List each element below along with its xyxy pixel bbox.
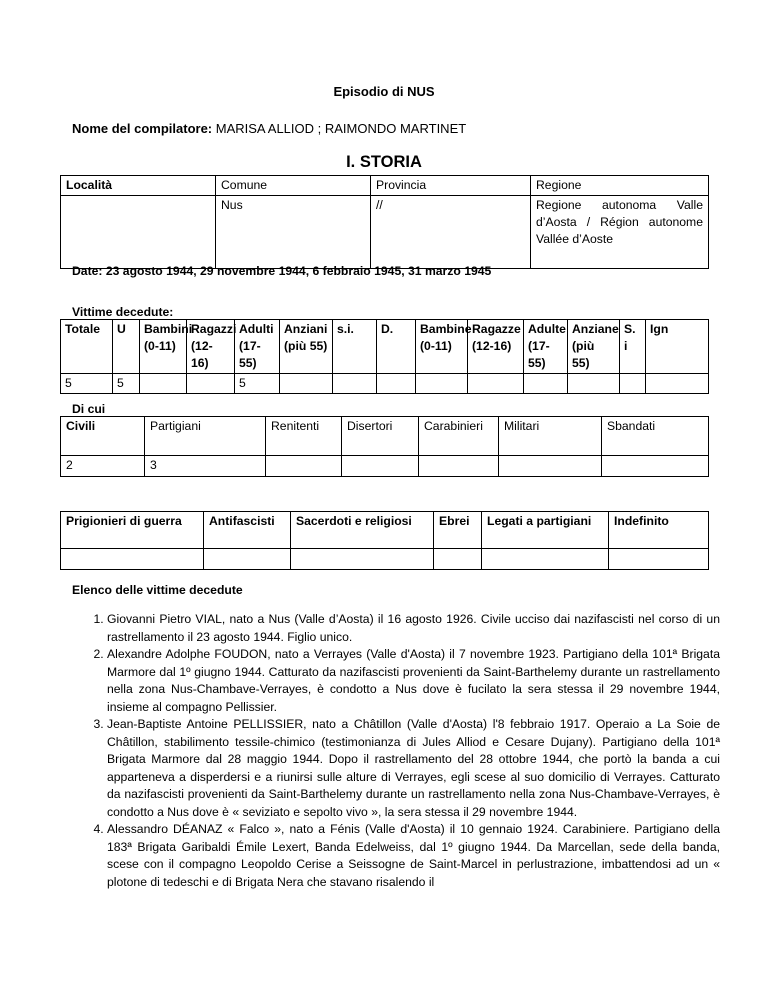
list-item: 2. Alexandre Adolphe FOUDON, nato a Verrayes (Valle d'Aosta) il 7 novembre 1923. Partigiano della 101ª Brigata Marmore dal 1º giugno 1944. Catturato da nazifascisti provenienti da Saint-Barthelemy durante un rastrellamento nella zona Nus-Chambave-Verrayes, è condotto a Nus dove è fucilato la sera stessa il 29 novembre 1944, insieme al compagno Pellissier. (107, 646, 720, 716)
categories-header-carabinieri: Carabinieri (419, 417, 499, 456)
categories-table (60, 416, 709, 477)
victims-label: Vittime decedute: (72, 305, 174, 319)
victims-header-si: s.i. (333, 320, 377, 374)
categories-header-sbandati: Sbandati (602, 417, 709, 456)
list-item: 4. Alessandro DÉANAZ « Falco », nato a Fénis (Valle d'Aosta) il 10 gennaio 1924. Carabiniere. Partigiano della 183ª Brigata Garibaldi Émile Lexert, Banda Edelweiss, dal 1º giugno 1944. Da Marcellan, sede della banda, scese con il compagno Leopoldo Cerise a Seissogne de Saint-Marcel in perlustrazione, imbattendosi ad un « plotone di tedeschi e di Brigata Nera che stavano risalendo il (107, 821, 720, 891)
prisoners-value-antifascisti (204, 549, 291, 570)
victims-value-adulte (524, 374, 568, 394)
prisoners-header-ebrei: Ebrei (434, 512, 482, 549)
location-value-provincia: // (371, 196, 531, 269)
victims-header-ign: Ign (646, 320, 709, 374)
victims-header-ragazzi: Ragazzi (12-16) (187, 320, 235, 374)
victims-value-ign (646, 374, 709, 394)
victims-header-bambini: Bambini (0-11) (140, 320, 187, 374)
section-title: I. STORIA (346, 153, 422, 171)
categories-value-civili: 2 (61, 456, 145, 477)
prisoners-header-legati: Legati a partigiani (482, 512, 609, 549)
list-item: 1. Giovanni Pietro VIAL, nato a Nus (Valle d’Aosta) il 16 agosto 1926. Civile ucciso dai nazifascisti nel corso di un rastrellamento il 23 agosto 1944. Figlio unico. (107, 611, 720, 646)
victims-header-adulti: Adulti (17-55) (235, 320, 280, 374)
victims-value-anziane (568, 374, 620, 394)
categories-header-partigiani: Partigiani (145, 417, 266, 456)
location-value-regione: Regione autonoma Valle d’Aosta / Région autonome Vallée d’Aoste (531, 196, 709, 269)
victims-header-adulte: Adulte (17-55) (524, 320, 568, 374)
categories-header-disertori: Disertori (342, 417, 419, 456)
categories-value-militari (499, 456, 602, 477)
prisoners-table (60, 511, 709, 570)
compiler-value: MARISA ALLIOD ; RAIMONDO MARTINET (215, 121, 467, 136)
victims-value-s-i (620, 374, 646, 394)
categories-header-renitenti: Renitenti (266, 417, 342, 456)
location-header-comune: Comune (216, 176, 371, 196)
victims-value-anziani (280, 374, 333, 394)
victims-value-totale: 5 (61, 374, 113, 394)
location-header-regione: Regione (531, 176, 709, 196)
location-value-localita (61, 196, 216, 269)
compiler-line (72, 121, 466, 136)
victims-header-totale: Totale (61, 320, 113, 374)
victims-value-bambini (140, 374, 187, 394)
categories-label: Di cui (72, 402, 106, 416)
victims-value-u: 5 (113, 374, 140, 394)
prisoners-header-indefinito: Indefinito (609, 512, 709, 549)
categories-header-militari: Militari (499, 417, 602, 456)
victims-value-adulti: 5 (235, 374, 280, 394)
prisoners-header-sacerdoti: Sacerdoti e religiosi (291, 512, 434, 549)
categories-header-civili: Civili (61, 417, 145, 456)
victims-table (60, 319, 709, 394)
victims-value-bambine (416, 374, 468, 394)
prisoners-value-ebrei (434, 549, 482, 570)
victims-header-anziani: Anziani (più 55) (280, 320, 333, 374)
victims-header-d: D. (377, 320, 416, 374)
categories-value-disertori (342, 456, 419, 477)
categories-value-partigiani: 3 (145, 456, 266, 477)
list-item: 3. Jean-Baptiste Antoine PELLISSIER, nato a Châtillon (Valle d'Aosta) l'8 febbraio 1917. Operaio a La Soie de Châtillon, stabilimento tessile-chimico (testimonianza di Jules Alliod e Cesare Dujany). Partigiano della 101ª Brigata Marmore dal 28 maggio 1944. Dopo il rastrellamento del 28 ottobre 1944, che portò la banda a cui apparteneva a disperdersi e a riunirsi sulle alture di Verrayes, egli scese al suo domicilio di Verrayes. Catturato da nazifascisti provenienti da Saint-Barthelemy durante un rastrellamento nella zona Nus-Chambave-Verrayes, è condotto a Nus dove è « seviziato e sepolto vivo », la sera stessa il 29 novembre 1944. (107, 716, 720, 821)
location-header-localita: Località (61, 176, 216, 196)
victims-value-ragazze (468, 374, 524, 394)
location-header-provincia: Provincia (371, 176, 531, 196)
location-value-comune: Nus (216, 196, 371, 269)
victims-value-d (377, 374, 416, 394)
compiler-label: Nome del compilatore: (72, 121, 213, 136)
prisoners-value-prigionieri (61, 549, 204, 570)
victims-value-ragazzi (187, 374, 235, 394)
list-title: Elenco delle vittime decedute (72, 583, 243, 597)
document-title: Episodio di NUS (333, 84, 435, 99)
prisoners-header-antifascisti: Antifascisti (204, 512, 291, 549)
victims-header-ragazze: Ragazze (12-16) (468, 320, 524, 374)
prisoners-value-sacerdoti (291, 549, 434, 570)
victims-header-anziane: Anziane (più 55) (568, 320, 620, 374)
prisoners-header-prigionieri: Prigionieri di guerra (61, 512, 204, 549)
date-line: Date: 23 agosto 1944, 29 novembre 1944, 6 febbraio 1945, 31 marzo 1945 (72, 264, 492, 278)
victims-header-u: U (113, 320, 140, 374)
categories-value-carabinieri (419, 456, 499, 477)
prisoners-value-legati (482, 549, 609, 570)
location-table (60, 175, 709, 269)
categories-value-sbandati (602, 456, 709, 477)
prisoners-value-indefinito (609, 549, 709, 570)
victims-list (83, 611, 720, 891)
victims-header-s-i: S. i (620, 320, 646, 374)
victims-header-bambine: Bambine (0-11) (416, 320, 468, 374)
victims-value-si (333, 374, 377, 394)
categories-value-renitenti (266, 456, 342, 477)
